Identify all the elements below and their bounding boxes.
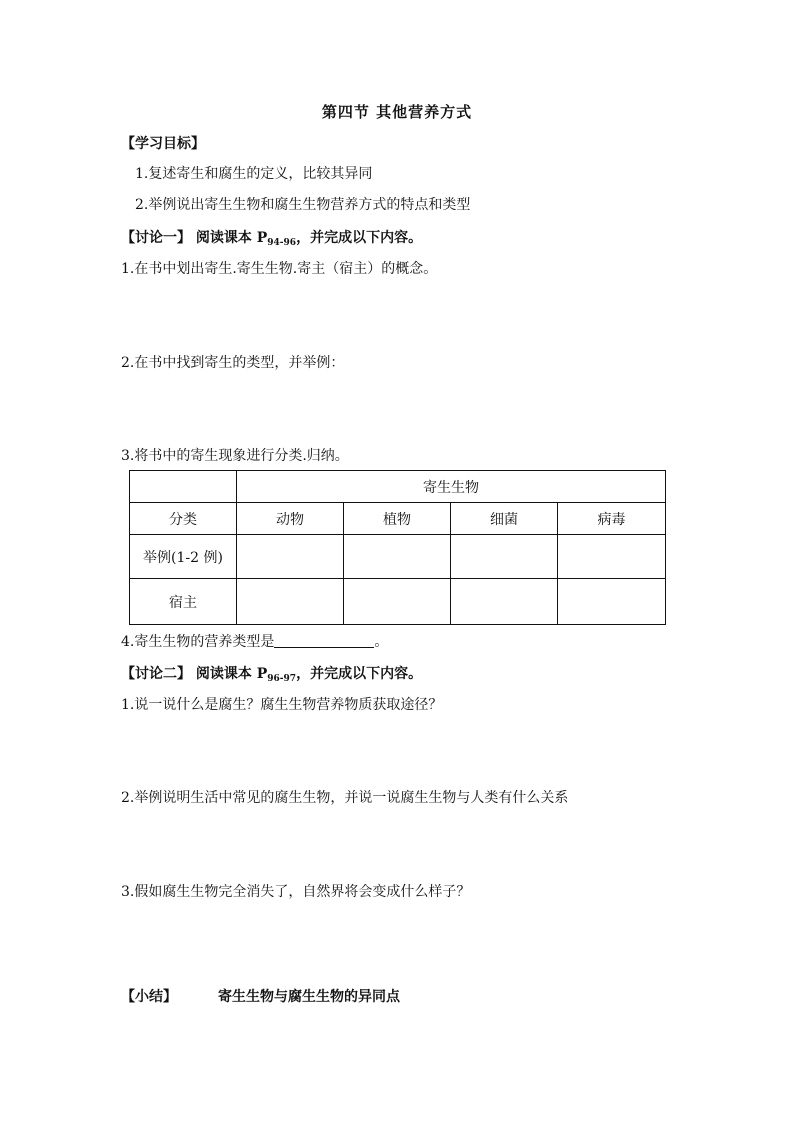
discussion2-question-2: 2.举例说明生活中常见的腐生生物，并说一说腐生生物与人类有什么关系: [121, 790, 569, 806]
table-cell-blank[interactable]: [344, 535, 451, 579]
discussion1-question-4: [121, 632, 388, 652]
column-header-animal: 动物: [237, 503, 344, 535]
objective-item-2: 2.举例说出寄生生物和腐生生物营养方式的特点和类型: [135, 197, 471, 213]
discussion1-pages: 94-96: [267, 238, 297, 248]
table-row: [130, 503, 666, 535]
table-row: [130, 535, 666, 579]
table-cell-blank[interactable]: [558, 579, 666, 625]
column-header-plant: 植物: [344, 503, 451, 535]
table-cell-empty: [130, 471, 237, 503]
discussion1-question-1: 1.在书中划出寄生.寄生生物.寄主（宿主）的概念。: [121, 261, 438, 277]
column-header-virus: 病毒: [558, 503, 666, 535]
objective-item-1: 1.复述寄生和腐生的定义，比较其异同: [135, 166, 373, 182]
discussion2-pages: 96-97: [267, 674, 297, 684]
row-label-examples: 举例(1-2 例): [130, 535, 237, 579]
row-label-host: 宿主: [130, 579, 237, 625]
column-header-bacteria: 细菌: [451, 503, 558, 535]
discussion1-tail: ，并完成以下内容。: [296, 230, 423, 246]
table-cell-blank[interactable]: [451, 535, 558, 579]
table-cell-blank[interactable]: [451, 579, 558, 625]
table-cell-blank[interactable]: [237, 579, 344, 625]
summary-bracket: 【小结】: [121, 989, 177, 1005]
parasite-classification-table: [129, 470, 666, 625]
discussion2-question-1: 1.说一说什么是腐生？腐生生物营养物质获取途径？: [121, 697, 443, 713]
discussion2-bracket: 【讨论二】: [121, 666, 191, 682]
discussion2-heading: [121, 664, 422, 689]
table-cell-blank[interactable]: [237, 535, 344, 579]
discussion2-tail: ，并完成以下内容。: [296, 666, 423, 682]
discussion2-question-3: 3.假如腐生生物完全消失了，自然界将会变成什么样子？: [121, 884, 471, 900]
table-cell-blank[interactable]: [558, 535, 666, 579]
question-4-prefix: 4.寄生生物的营养类型是: [121, 634, 275, 650]
discussion1-lead: 阅读课本 P: [195, 230, 268, 246]
row-label-category: 分类: [130, 503, 237, 535]
table-row: [130, 579, 666, 625]
objectives-heading: 【学习目标】: [121, 136, 205, 152]
table-row: [130, 471, 666, 503]
discussion1-question-2: 2.在书中找到寄生的类型，并举例：: [121, 355, 345, 371]
discussion1-bracket: 【讨论一】: [121, 230, 191, 246]
summary-text: 寄生生物与腐生生物的异同点: [218, 989, 400, 1005]
page-title: 第四节 其他营养方式: [321, 103, 473, 121]
question-4-suffix: 。: [374, 634, 389, 650]
table-group-header: 寄生生物: [237, 471, 666, 503]
table-cell-blank[interactable]: [344, 579, 451, 625]
discussion1-heading: [121, 228, 422, 253]
discussion2-lead: 阅读课本 P: [195, 666, 268, 682]
discussion1-question-3: 3.将书中的寄生现象进行分类.归纳。: [121, 448, 349, 464]
answer-blank[interactable]: [274, 633, 374, 648]
